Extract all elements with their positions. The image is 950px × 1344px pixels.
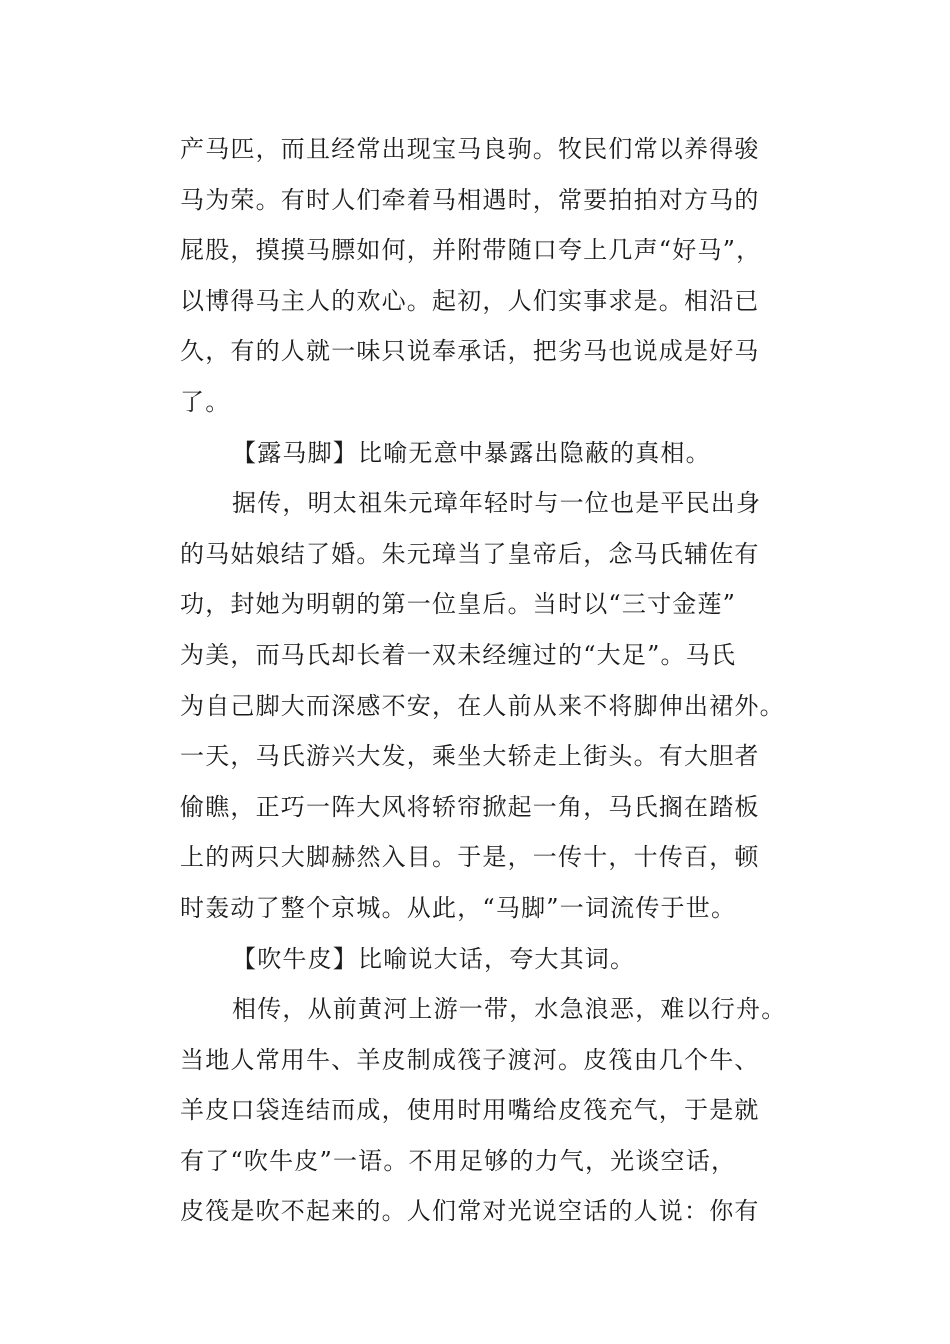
text-line: 屁股，摸摸马膘如何，并附带随口夸上几声“好马”， (180, 236, 762, 265)
text-line: 【吹牛皮】比喻说大话，夸大其词。 (232, 944, 636, 973)
text-line: 【露马脚】比喻无意中暴露出隐蔽的真相。 (232, 438, 711, 467)
text-line: 当地人常用牛、羊皮制成筏子渡河。皮筏由几个牛、 (180, 1045, 760, 1074)
text-line: 产马匹，而且经常出现宝马良驹。牧民们常以养得骏 (180, 135, 760, 163)
text-line: 有了“吹牛皮”一语。不用足够的力气，光谈空话， (180, 1146, 737, 1175)
text-line: 久，有的人就一味只说奉承话，把劣马也说成是好马 (180, 337, 760, 366)
text-line: 上的两只大脚赫然入目。于是，一传十，十传百，顿 (180, 843, 760, 872)
text-line: 马为荣。有时人们牵着马相遇时，常要拍拍对方马的 (180, 185, 760, 214)
text-line: 以博得马主人的欢心。起初，人们实事求是。相沿已 (180, 286, 760, 315)
text-line: 皮筏是吹不起来的。人们常对光说空话的人说：你有 (180, 1197, 760, 1226)
text-line: 功，封她为明朝的第一位皇后。当时以“三寸金莲” (180, 590, 737, 619)
text-line: 了。 (180, 387, 231, 416)
text-line: 为自己脚大而深感不安，在人前从来不将脚伸出裙外。 (180, 691, 785, 720)
text-line: 相传，从前黄河上游一带，水急浪恶，难以行舟。 (232, 995, 787, 1024)
text-line: 偷瞧，正巧一阵大风将轿帘掀起一角，马氏搁在踏板 (180, 792, 760, 821)
text-line: 据传，明太祖朱元璋年轻时与一位也是平民出身 (232, 489, 762, 518)
text-line: 时轰动了整个京城。从此，“马脚”一词流传于世。 (180, 893, 737, 922)
text-line: 的马姑娘结了婚。朱元璋当了皇帝后，念马氏辅佐有 (180, 539, 760, 568)
document-body (180, 124, 790, 1237)
text-line: 一天，马氏游兴大发，乘坐大轿走上街头。有大胆者 (180, 742, 760, 771)
text-line: 为美，而马氏却长着一双未经缠过的“大足”。马氏 (180, 640, 737, 669)
text-line: 羊皮口袋连结而成，使用时用嘴给皮筏充气，于是就 (180, 1096, 760, 1125)
